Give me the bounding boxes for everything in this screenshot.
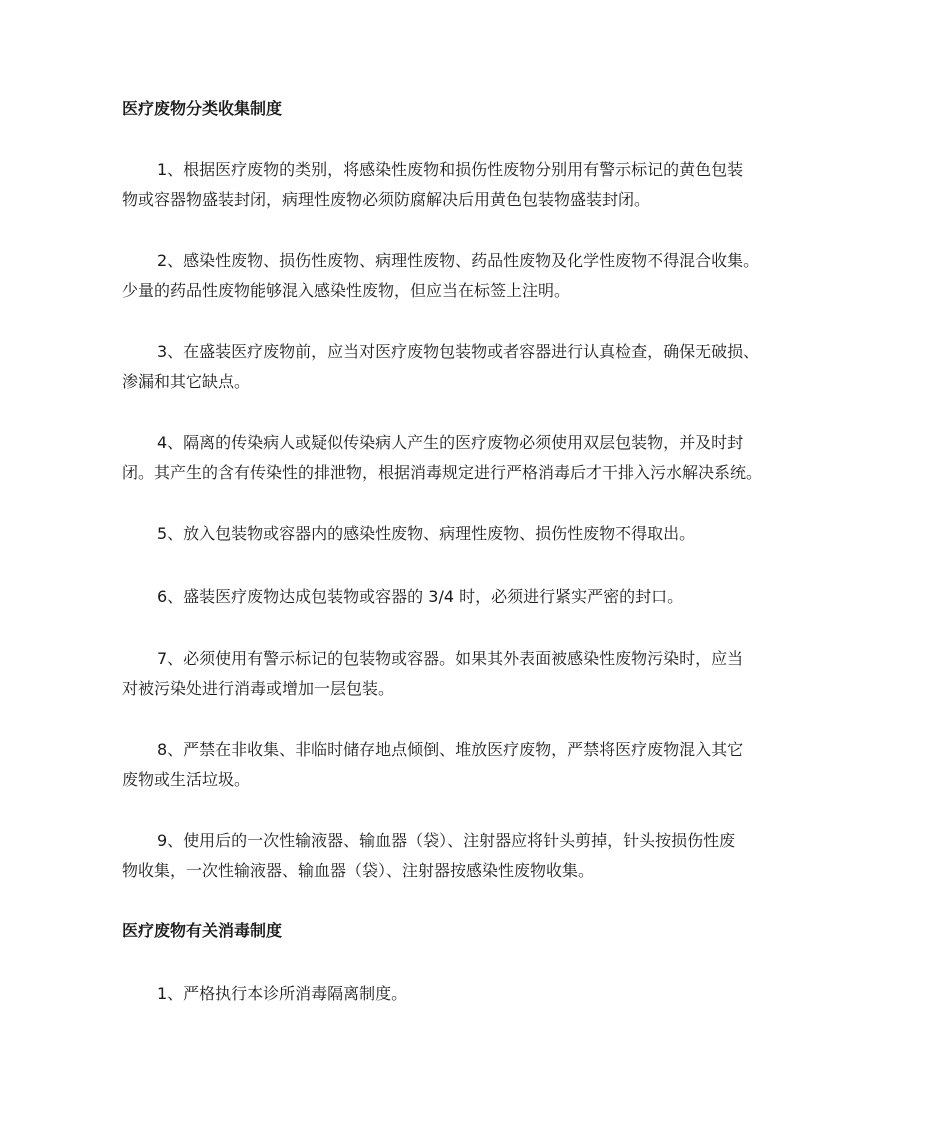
paragraph-9: [122, 826, 842, 886]
paragraph-2: [122, 246, 842, 306]
section-heading-disinfection: 医疗废物有关消毒制度: [122, 921, 283, 940]
section-heading-classification: 医疗废物分类收集制度: [122, 99, 283, 118]
paragraph-5: [122, 519, 842, 549]
paragraph-line: 闭。其产生的含有传染性的排泄物，根据消毒规定进行严格消毒后才干排入污水解决系统。: [122, 463, 763, 482]
paragraph-line: 3、在盛装医疗废物前，应当对医疗废物包装物或者容器进行认真检查，确保无破损、: [157, 342, 760, 361]
paragraph-6: [122, 582, 842, 612]
paragraph-line: 物收集，一次性输液器、输血器（袋）、注射器按感染性废物收集。: [122, 861, 595, 880]
paragraph-line: 1、根据医疗废物的类别，将感染性废物和损伤性废物分别用有警示标记的黄色包装: [157, 160, 744, 179]
paragraph-line: 9、使用后的一次性输液器、输血器（袋）、注射器应将针头剪掉，针头按损伤性废: [157, 831, 736, 850]
paragraph-line: 物或容器物盛装封闭，病理性废物必须防腐解决后用黄色包装物盛装封闭。: [122, 190, 651, 209]
paragraph-line: 对被污染处进行消毒或增加一层包装。: [122, 679, 395, 698]
paragraph-line: 6、盛装医疗废物达成包装物或容器的 3/4 时，必须进行紧实严密的封口。: [157, 587, 684, 606]
paragraph-line: 2、感染性废物、损伤性废物、病理性废物、药品性废物及化学性废物不得混合收集。: [157, 251, 760, 270]
paragraph-disinfection-1: [122, 979, 842, 1009]
paragraph-line: 8、严禁在非收集、非临时储存地点倾倒、堆放医疗废物，严禁将医疗废物混入其它: [157, 740, 744, 759]
paragraph-line: 废物或生活垃圾。: [122, 770, 251, 789]
paragraph-line: 少量的药品性废物能够混入感染性废物，但应当在标签上注明。: [122, 281, 571, 300]
paragraph-line: 渗漏和其它缺点。: [122, 372, 251, 391]
paragraph-8: [122, 735, 842, 795]
paragraph-7: [122, 644, 842, 704]
paragraph-line: 7、必须使用有警示标记的包装物或容器。如果其外表面被感染性废物污染时，应当: [157, 649, 744, 668]
paragraph-4: [122, 428, 842, 488]
paragraph-1: [122, 155, 842, 215]
paragraph-3: [122, 337, 842, 397]
paragraph-line: 4、隔离的传染病人或疑似传染病人产生的医疗废物必须使用双层包装物，并及时封: [157, 433, 744, 452]
paragraph-line: 5、放入包装物或容器内的感染性废物、病理性废物、损伤性废物不得取出。: [157, 524, 696, 543]
paragraph-line: 1、严格执行本诊所消毒隔离制度。: [157, 984, 408, 1003]
